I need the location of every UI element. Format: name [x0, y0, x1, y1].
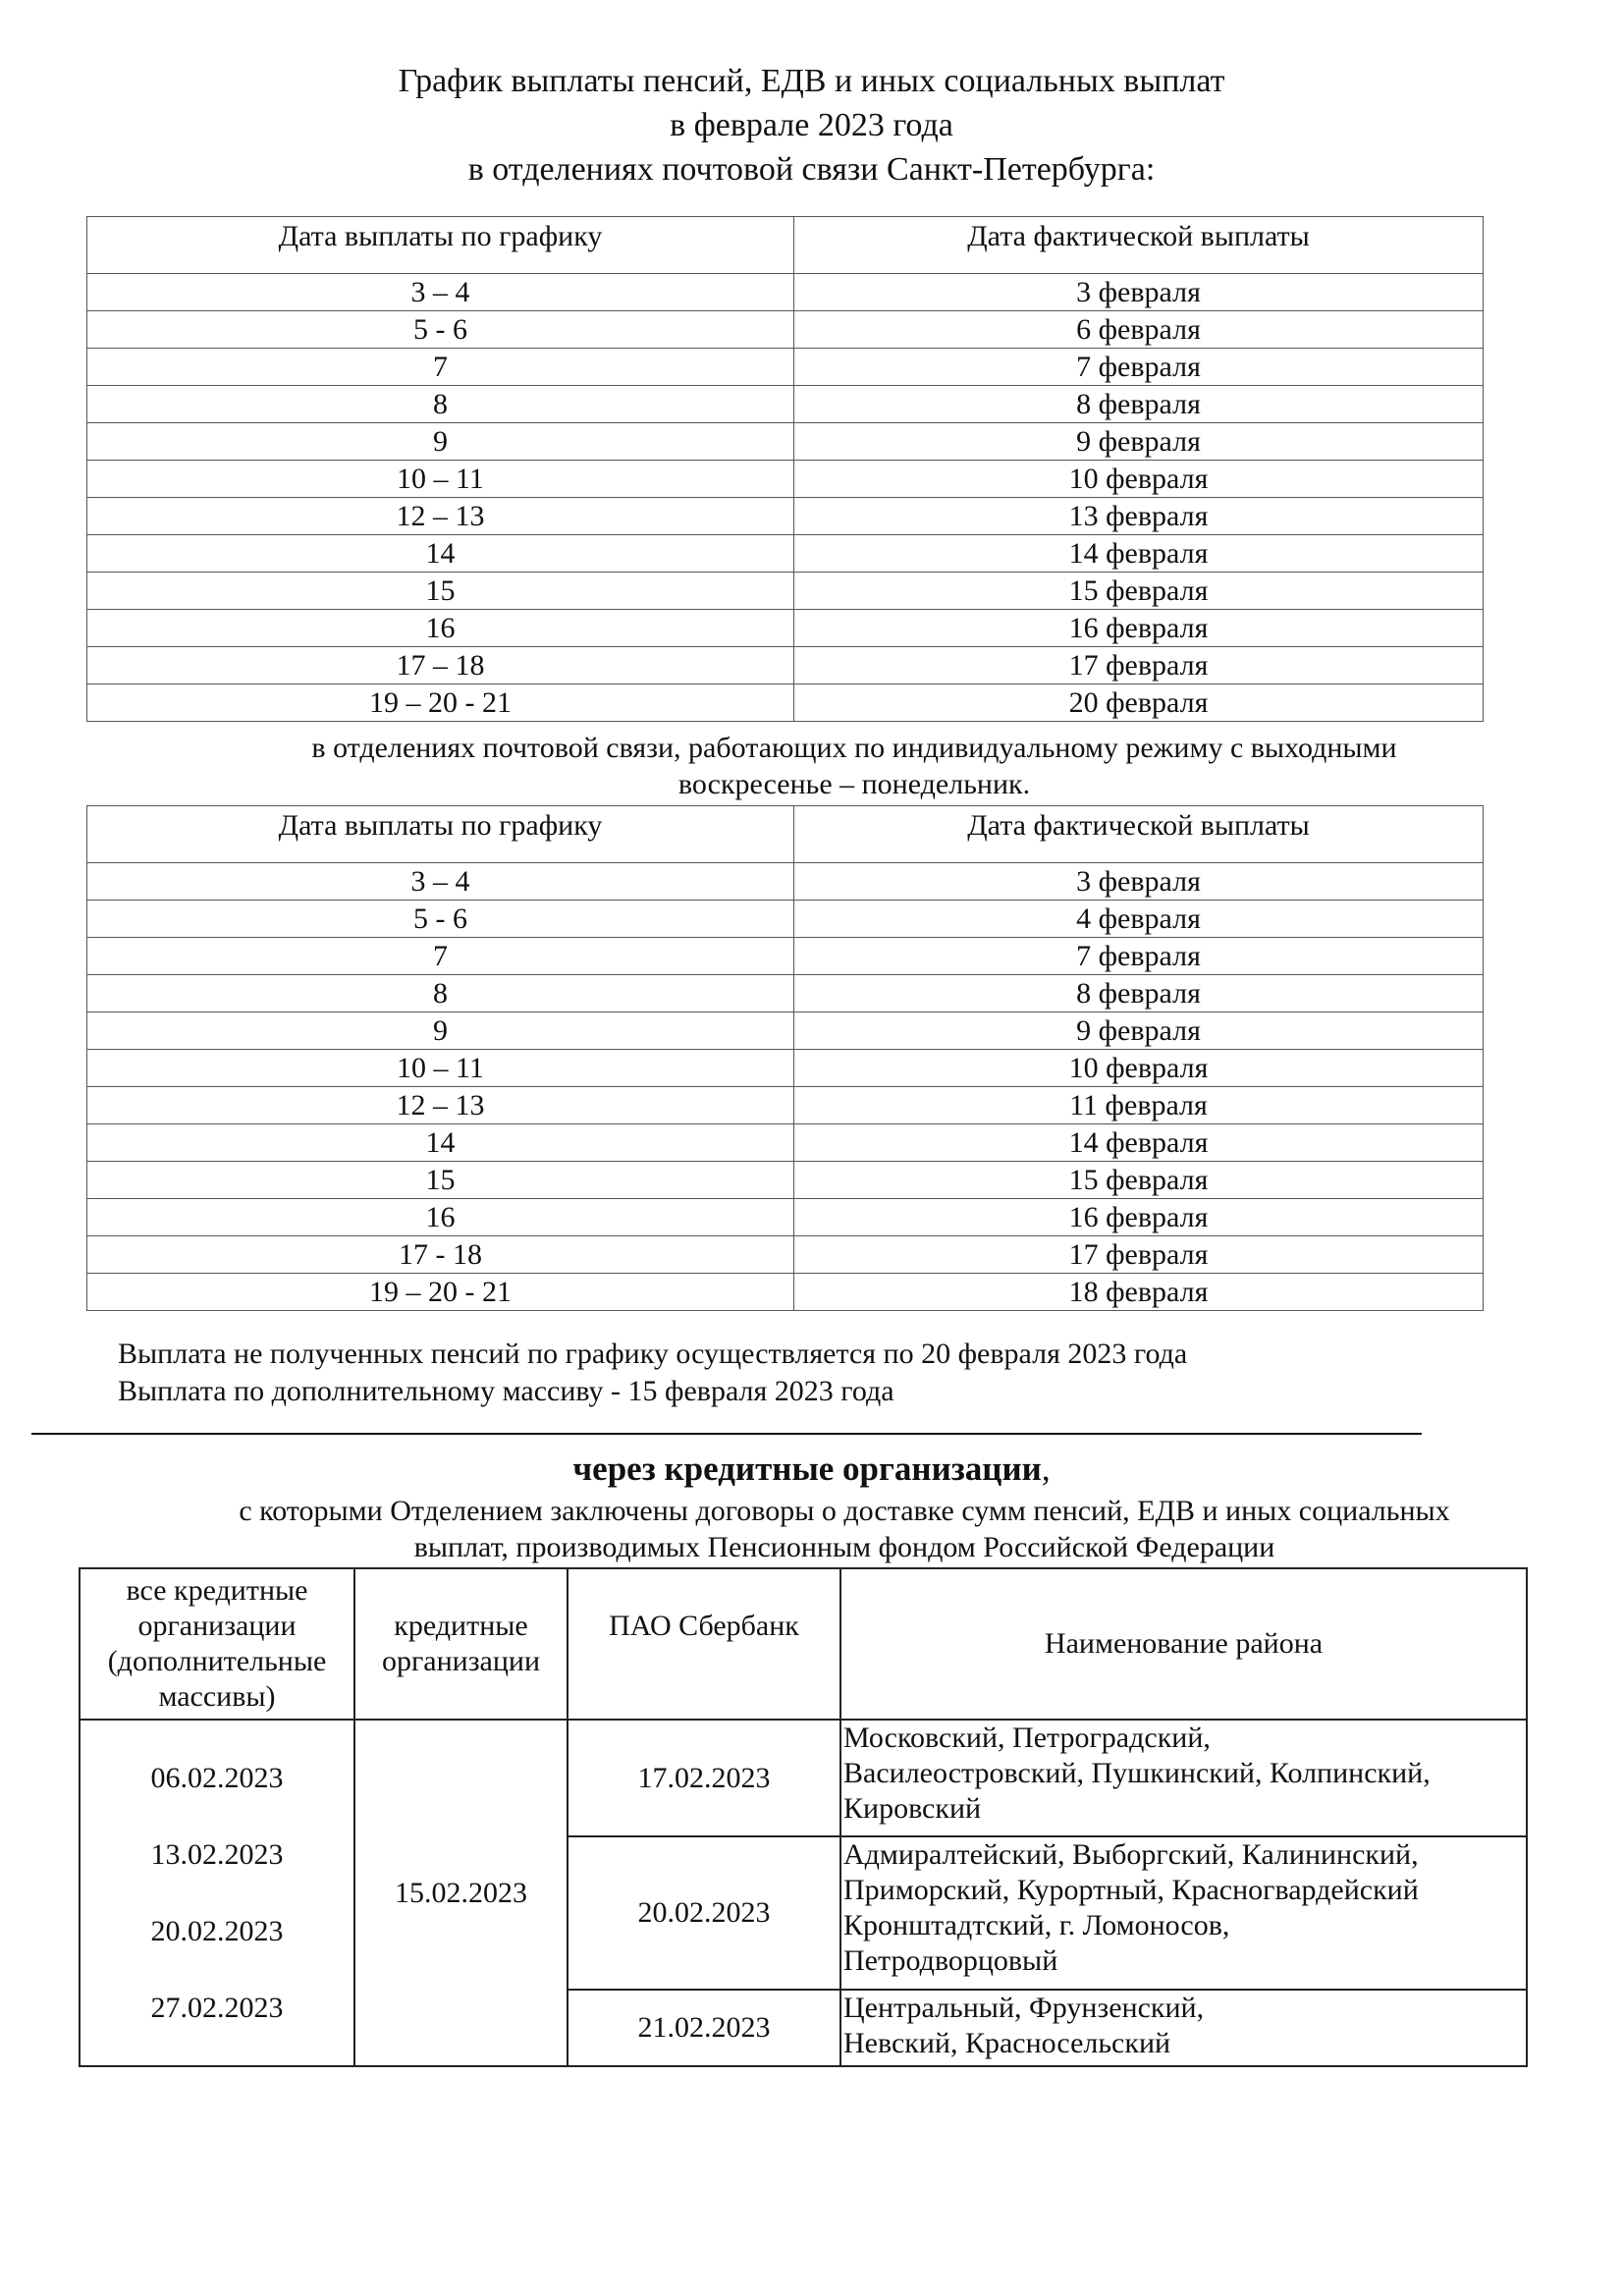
- actual-date-cell: 9 февраля: [794, 1012, 1484, 1050]
- scheduled-date-cell: 12 – 13: [87, 1087, 794, 1124]
- actual-date-cell: 6 февраля: [794, 311, 1484, 349]
- scheduled-date-cell: 9: [87, 423, 794, 461]
- table-row: [87, 1124, 1484, 1162]
- credit-section-title: [0, 1449, 1623, 1490]
- scheduled-date-cell: 12 – 13: [87, 498, 794, 535]
- actual-date-cell: 16 февраля: [794, 1199, 1484, 1236]
- table-row: [87, 863, 1484, 901]
- table-row: [87, 573, 1484, 610]
- individual-mode-note-line-2: воскресенье – понедельник.: [677, 768, 1031, 800]
- credit-organizations-table: [79, 1567, 1528, 2067]
- scheduled-date-cell: 5 - 6: [87, 311, 794, 349]
- actual-date-cell: 3 февраля: [794, 863, 1484, 901]
- all-orgs-date: 06.02.2023: [150, 1761, 284, 1794]
- table-row: [87, 1162, 1484, 1199]
- scheduled-date-cell: 16: [87, 1199, 794, 1236]
- post-office-schedule-table: [86, 216, 1484, 722]
- table-row: [87, 311, 1484, 349]
- header-scheduled-date: Дата выплаты по графику: [87, 217, 794, 274]
- scheduled-date-cell: 9: [87, 1012, 794, 1050]
- header-credit-orgs: кредитные организации: [354, 1568, 568, 1720]
- table-row: [80, 1720, 1527, 1836]
- actual-date-cell: 10 февраля: [794, 1050, 1484, 1087]
- scheduled-date-cell: 16: [87, 610, 794, 647]
- individual-mode-note: [196, 730, 1512, 802]
- section-divider: [31, 1433, 1422, 1435]
- credit-orgs-date-cell: 15.02.2023: [354, 1720, 568, 2066]
- actual-date-cell: 16 февраля: [794, 610, 1484, 647]
- scheduled-date-cell: 17 – 18: [87, 647, 794, 684]
- actual-date-cell: 8 февраля: [794, 386, 1484, 423]
- district-list-cell: Адмиралтейский, Выборгский, Калининский, Приморский, Курортный, Красногвардейский Кронштадтский, г. Ломоносов, Петродворцовый: [840, 1836, 1527, 1990]
- all-orgs-date: 27.02.2023: [150, 1991, 284, 2024]
- unpaid-pension-note: Выплата не полученных пенсий по графику осуществляется по 20 февраля 2023 года: [118, 1338, 1188, 1370]
- credit-subtitle-line-2: выплат, производимых Пенсионным фондом Российской Федерации: [413, 1531, 1275, 1563]
- sber-date-cell: 17.02.2023: [568, 1720, 840, 1836]
- actual-date-cell: 15 февраля: [794, 1162, 1484, 1199]
- table-row: [87, 386, 1484, 423]
- table-row: [87, 1087, 1484, 1124]
- scheduled-date-cell: 8: [87, 386, 794, 423]
- credit-subtitle-line-1: с которыми Отделением заключены договоры о доставке сумм пенсий, ЕДВ и иных социальных: [239, 1495, 1450, 1527]
- table-row: [87, 461, 1484, 498]
- table-row: [87, 423, 1484, 461]
- title-line-2: в феврале 2023 года: [670, 107, 953, 143]
- title-line-1: График выплаты пенсий, ЕДВ и иных социальных выплат: [398, 63, 1225, 99]
- table-row: [87, 535, 1484, 573]
- table-row: [87, 1236, 1484, 1274]
- actual-date-cell: 14 февраля: [794, 535, 1484, 573]
- additional-array-note: Выплата по дополнительному массиву - 15 февраля 2023 года: [118, 1375, 894, 1407]
- table-row: [87, 1274, 1484, 1311]
- table-row: [87, 274, 1484, 311]
- scheduled-date-cell: 3 – 4: [87, 274, 794, 311]
- table-row: [87, 1012, 1484, 1050]
- actual-date-cell: 7 февраля: [794, 938, 1484, 975]
- scheduled-date-cell: 5 - 6: [87, 901, 794, 938]
- actual-date-cell: 13 февраля: [794, 498, 1484, 535]
- table-row: [87, 1199, 1484, 1236]
- header-all-credit-orgs: все кредитные организации (дополнительные массивы): [80, 1568, 354, 1720]
- scheduled-date-cell: 10 – 11: [87, 461, 794, 498]
- scheduled-date-cell: 14: [87, 1124, 794, 1162]
- actual-date-cell: 15 февраля: [794, 573, 1484, 610]
- header-sberbank: ПАО Сбербанк: [568, 1568, 840, 1720]
- actual-date-cell: 18 февраля: [794, 1274, 1484, 1311]
- table-row: [87, 1050, 1484, 1087]
- actual-date-cell: 17 февраля: [794, 1236, 1484, 1274]
- table-row: [87, 975, 1484, 1012]
- actual-date-cell: 3 февраля: [794, 274, 1484, 311]
- district-list-cell: Московский, Петроградский, Василеостровский, Пушкинский, Колпинский, Кировский: [840, 1720, 1527, 1836]
- table-row: [87, 647, 1484, 684]
- title-line-3: в отделениях почтовой связи Санкт-Петербурга:: [467, 151, 1156, 188]
- all-orgs-date: 20.02.2023: [150, 1914, 284, 1947]
- scheduled-date-cell: 15: [87, 573, 794, 610]
- table-row: [87, 610, 1484, 647]
- actual-date-cell: 7 февраля: [794, 349, 1484, 386]
- credit-header-row: [80, 1568, 1527, 1720]
- credit-title-tail: ,: [1041, 1449, 1051, 1488]
- table-row: [87, 498, 1484, 535]
- table-header-row: [87, 217, 1484, 274]
- actual-date-cell: 17 февраля: [794, 647, 1484, 684]
- actual-date-cell: 11 февраля: [794, 1087, 1484, 1124]
- header-district-name: Наименование района: [840, 1568, 1527, 1720]
- sber-date-cell: 21.02.2023: [568, 1990, 840, 2066]
- table-row: [87, 684, 1484, 722]
- all-orgs-date: 13.02.2023: [150, 1837, 284, 1871]
- header-actual-date: Дата фактической выплаты: [794, 806, 1484, 863]
- scheduled-date-cell: 19 – 20 - 21: [87, 684, 794, 722]
- district-list-cell: Центральный, Фрунзенский, Невский, Красносельский: [840, 1990, 1527, 2066]
- scheduled-date-cell: 14: [87, 535, 794, 573]
- scheduled-date-cell: 19 – 20 - 21: [87, 1274, 794, 1311]
- scheduled-date-cell: 8: [87, 975, 794, 1012]
- actual-date-cell: 10 февраля: [794, 461, 1484, 498]
- table-row: [87, 938, 1484, 975]
- scheduled-date-cell: 17 - 18: [87, 1236, 794, 1274]
- scheduled-date-cell: 10 – 11: [87, 1050, 794, 1087]
- actual-date-cell: 8 февраля: [794, 975, 1484, 1012]
- header-actual-date: Дата фактической выплаты: [794, 217, 1484, 274]
- document-title: [0, 59, 1623, 191]
- scheduled-date-cell: 7: [87, 349, 794, 386]
- actual-date-cell: 14 февраля: [794, 1124, 1484, 1162]
- all-orgs-dates-cell: [80, 1720, 354, 2066]
- individual-mode-note-line-1: в отделениях почтовой связи, работающих по индивидуальному режиму с выходными: [311, 732, 1397, 764]
- table-header-row: [87, 806, 1484, 863]
- scheduled-date-cell: 7: [87, 938, 794, 975]
- sber-date-cell: 20.02.2023: [568, 1836, 840, 1990]
- actual-date-cell: 9 февраля: [794, 423, 1484, 461]
- credit-title-bold: через кредитные организации: [572, 1449, 1042, 1488]
- actual-date-cell: 4 февраля: [794, 901, 1484, 938]
- table-row: [87, 349, 1484, 386]
- scheduled-date-cell: 15: [87, 1162, 794, 1199]
- actual-date-cell: 20 февраля: [794, 684, 1484, 722]
- table-row: [87, 901, 1484, 938]
- credit-section-subtitle: [147, 1493, 1542, 1565]
- scheduled-date-cell: 3 – 4: [87, 863, 794, 901]
- header-scheduled-date: Дата выплаты по графику: [87, 806, 794, 863]
- individual-mode-schedule-table: [86, 805, 1484, 1311]
